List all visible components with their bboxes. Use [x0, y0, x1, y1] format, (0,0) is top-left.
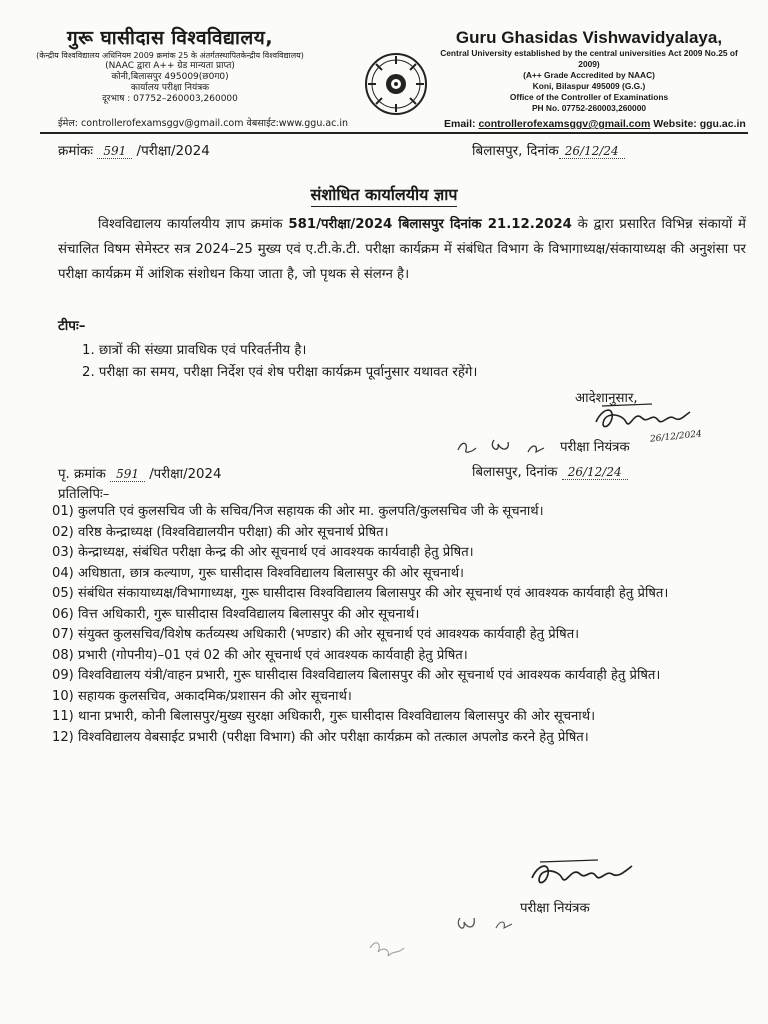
email-link-english[interactable]: controllerofexamsggv@gmail.com: [478, 118, 651, 130]
university-name-hindi: गुरू घासीदास विश्वविद्यालय,: [66, 27, 274, 49]
email-label-hindi: ईमेल:: [58, 118, 78, 129]
reference-suffix: /परीक्षा/2024: [136, 143, 210, 159]
bottom-signer-title: परीक्षा नियंत्रक: [520, 901, 590, 916]
notes-list: [82, 340, 732, 384]
list-item: 09) विश्वविद्यालय यंत्री/वाहन प्रभारी, गुरू घासीदास विश्वविद्यालय बिलासपुर की ओर सूचनार्थ एवं आवश्यक कार्यवाही हेतु प्रेषित।: [52, 668, 661, 683]
email-label-english: Email:: [444, 118, 476, 130]
list-item: 01) कुलपति एवं कुलसचिव जी के सचिव/निज सहायक की ओर मा. कुलपति/कुलसचिव जी के सूचनार्थ।: [52, 504, 544, 519]
list-item: 02) वरिष्ठ केन्द्राध्यक्ष (विश्वविद्यालयीन परीक्षा) की ओर सूचनार्थ प्रेषित।: [52, 524, 389, 540]
list-item: 04) अधिष्ठाता, छात्र कल्याण, गुरू घासीदास विश्वविद्यालय बिलासपुर की ओर सूचनार्थ।: [52, 565, 465, 581]
list-item: 11) थाना प्रभारी, कोनी बिलासपुर/मुख्य सुरक्षा अधिकारी, गुरू घासीदास विश्वविद्यालय बिलासपुर की ओर सूचनार्थ।: [52, 709, 596, 724]
university-name-english: Guru Ghasidas Vishwavidyalaya,: [455, 28, 723, 47]
email-link-hindi[interactable]: controllerofexamsggv@gmail.com: [81, 118, 244, 129]
address-hindi: कोनी,बिलासपुर 495009(छ0ग0): [111, 72, 229, 82]
signer-title: परीक्षा नियंत्रक: [560, 440, 630, 455]
act-line-english: Central University established by the central universities Act 2009 No.25 of 2009): [440, 48, 738, 69]
header-divider: [40, 132, 748, 134]
header-hindi: [20, 24, 320, 105]
list-item: 06) वित्त अधिकारी, गुरू घासीदास विश्वविद्यालय बिलासपुर की ओर सूचनार्थ।: [52, 606, 420, 622]
reference-date-handwritten: 26/12/24: [559, 144, 625, 159]
note-heading: टीपः–: [58, 318, 86, 334]
copy-reference-number: 591: [110, 467, 145, 482]
phone-hindi: दूरभाष : 07752–260003,260000: [102, 94, 238, 104]
list-item: 08) प्रभारी (गोपनीय)–01 एवं 02 की ओर सूचनार्थ एवं आवश्यक कार्यवाही हेतु प्रेषित।: [52, 647, 468, 663]
bottom-initials-icon: [360, 900, 540, 970]
website-link-english[interactable]: ggu.ac.in: [699, 118, 746, 130]
office-hindi: कार्यालय परीक्षा नियंत्रक: [130, 83, 210, 93]
signature-controller-bottom-icon: [528, 854, 648, 894]
list-item: 10) सहायक कुलसचिव, अकादमिक/प्रशासन की ओर सूचनार्थ।: [52, 688, 352, 704]
copy-reference-label: पृ. क्रमांक: [58, 467, 106, 482]
note-item: 1. छात्रों की संख्या प्रावधिक एवं परिवर्तनीय है।: [82, 343, 307, 358]
act-line-hindi: (केन्द्रीय विश्वविद्यालय अधिनियम 2009 क्रमांक 25 के अंतर्गतस्थापितकेन्द्रीय विश्वविद्यालय): [36, 51, 304, 60]
phone-english: PH No. 07752-260003,260000: [531, 103, 647, 113]
contact-line-english: [444, 118, 746, 130]
memo-body: विश्वविद्यालय कार्यालयीय ज्ञाप क्रमांक 581/परीक्षा/2024 बिलासपुर दिनांक 21.12.2024 के द्वारा प्रसारित विभिन्न संकायों में संचालित विषम सेमेस्टर सत्र 2024–25 मुख्य एवं ए.टी.के.टी. परीक्षा कार्यक्रम में संबंधित विभाग के विभागाध्यक्ष/संकायाध्यक्ष की अनुशंसा पर परीक्षा कार्यक्रम में आंशिक संशोधन किया जाता है, जो पृथक से संलग्न है।: [58, 217, 746, 282]
university-seal-icon: [364, 52, 428, 116]
initials-icon: [454, 434, 554, 460]
list-item: 05) संबंधित संकायाध्यक्ष/विभागाध्यक्ष, गुरू घासीदास विश्वविद्यालय बिलासपुर की ओर सूचनार्थ एवं आवश्यक कार्यवाही हेतु प्रेषित।: [52, 586, 669, 601]
contact-line-hindi: [58, 116, 348, 129]
signature-date: 26/12/2024: [649, 429, 703, 445]
copy-reference-suffix: /परीक्षा/2024: [149, 467, 222, 482]
order-text: आदेशानुसार,: [575, 391, 638, 406]
reference-place-date-label: बिलासपुर, दिनांक: [472, 143, 559, 159]
copy-date: [472, 462, 628, 480]
naac-line-hindi: (NAAC द्वारा A++ ग्रेड मान्यता प्राप्त): [105, 61, 235, 71]
memo-reference-bold: 581/परीक्षा/2024 बिलासपुर दिनांक 21.12.2024: [288, 217, 572, 232]
copy-reference: [58, 464, 221, 482]
memo-title: संशोधित कार्यालयीय ज्ञाप: [0, 183, 768, 205]
copy-date-handwritten: 26/12/24: [562, 465, 628, 480]
address-english: Koni, Bilaspur 495009 (G.G.): [532, 81, 646, 91]
naac-line-english: (A++ Grade Accredited by NAAC): [523, 70, 655, 80]
reference-number: [58, 141, 210, 159]
list-item: 12) विश्वविद्यालय वेबसाईट प्रभारी (परीक्षा विभाग) की ओर परीक्षा कार्यक्रम को तत्काल अपलोड करने हेतु प्रेषित।: [52, 729, 589, 745]
copy-heading: प्रतिलिपिः–: [58, 487, 110, 502]
list-item: 03) केन्द्राध्यक्ष, संबंधित परीक्षा केन्द्र की ओर सूचनार्थ एवं आवश्यक कार्यवाही हेतु प्रेषित।: [52, 545, 474, 560]
note-item: 2. परीक्षा का समय, परीक्षा निर्देश एवं शेष परीक्षा कार्यक्रम पूर्वानुसार यथावत रहेंगे।: [82, 365, 478, 380]
copy-list: [52, 502, 748, 748]
reference-date: [472, 141, 625, 159]
header-english: [430, 28, 748, 114]
office-english: Office of the Controller of Examinations: [509, 92, 669, 102]
reference-number-handwritten: 591: [97, 144, 132, 159]
copy-place-date-label: बिलासपुर, दिनांक: [472, 465, 558, 480]
website-label-english: Website:: [653, 118, 697, 130]
reference-label: क्रमांकः: [58, 143, 94, 159]
website-link-hindi[interactable]: www.ggu.ac.in: [278, 118, 349, 129]
website-label-hindi: वेबसाईट:: [246, 118, 279, 129]
list-item: 07) संयुक्त कुलसचिव/विशेष कर्तव्यस्थ अधिकारी (भण्डार) की ओर सूचनार्थ एवं आवश्यक कार्यवाही हेतु प्रेषित।: [52, 627, 580, 642]
